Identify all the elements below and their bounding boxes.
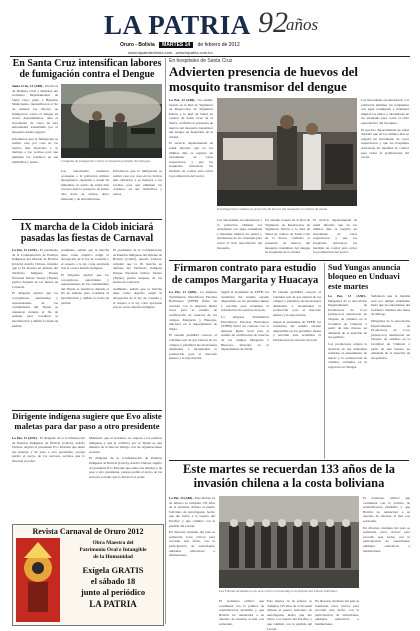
santa-cruz-body-right-2: [113, 169, 162, 217]
dengue-col-2a: [217, 218, 262, 258]
ix-marcha-col-1: [12, 248, 58, 408]
ad-cta-2: el sábado 18: [90, 576, 136, 586]
dengue-col-2c: [313, 218, 357, 258]
invasion-paragraph-3: El Gobierno ratificó que continuará con la política de reivindicación marítima y que Bolivia no renunciará a su derecho de retornar al mar con soberanía.: [363, 496, 410, 523]
ad-line-2: Patrimonio Oral e Intangible: [79, 547, 147, 553]
invasion-col-2c: [315, 599, 359, 624]
firmaron-paragraph-1: La empresa Yacimientos Petrolíferos Fiscales Bolivianos (YPFB) firmó un contrato con la empresa Ryder Scott para el estudio de certificación de reservas de los campos Margarita y Huacaya, ubicados en el departamento de Tarija.: [169, 290, 217, 331]
invasion-col-3: [363, 496, 410, 624]
dengue-paragraph-1b: Un estudio basado en la Red de Vigilancia de Reservorios de Vigilancia Patrón y la Red de Salud en centros de Santa Cruz de la Sierra, confirmó la presencia de huevos del mosquito transmisor del dengue en hospitales de la ciudad.: [265, 218, 310, 255]
ix-marcha-paragraph-1: El presidente de la Confederación de Pueblos Indígenas del Oriente de Bolivia (Cidob), Adolfo Chávez, informó que la IX marcha en defensa del Territorio Indígena Parque Nacional Isiboro Sécure (Tipnis) partirá después de las fiestas de Carnaval.: [12, 248, 58, 289]
dengue-col-3: [361, 98, 409, 254]
military-parade-photo-icon: [219, 496, 359, 588]
masthead-title: LA PATRIA: [104, 10, 251, 40]
firmaron-paragraph-3: Según el presidente de YPFB, los resultados del estudio estarán disponibles en los próximos meses y servirán para actualizar la información de reservas del país.: [221, 290, 269, 313]
invasion-paragraph-3b: El Gobierno ratificó que continuará con la política de reivindicación marítima y que Bolivia no renunciará a su derecho de retornar al mar con soberanía.: [219, 599, 264, 626]
firmaron-paragraph-3b: Según el presidente de YPFB, los resultados del estudio estarán disponibles en los próximos meses y servirán para actualizar la información de reservas del país.: [273, 319, 321, 342]
dirigente-col-1: [12, 436, 85, 520]
firmaron-col-1: [169, 290, 217, 458]
ix-marcha-paragraph-3b: Asimismo, señaló que la marcha tiene como objetivo exigir la abrogación de la ley de consulta y el respeto a la ley corta aprobada tras la octava marcha indígena.: [113, 286, 162, 310]
santa-cruz-dateline: Santa Cruz, 13 (ABI).-: [12, 84, 44, 88]
santa-cruz-headline: En Santa Cruz intensifican labores de fumigación contra el Dengue: [12, 58, 162, 80]
santa-cruz-paragraph-3b: Informaron que la fumigación se realiza casa por casa en los barrios más afectados y se instruye a los vecinos para que eliminen los criaderos en sus domicilios y patios.: [113, 169, 162, 196]
sud-yungas-paragraph-3: Señalaron que la medida será por tiempo indefinido hasta que las autoridades del Gobierno instalen una mesa de diálogo.: [371, 294, 410, 317]
dengue-section-label: En hospitales de Santa Cruz: [169, 58, 233, 64]
santa-cruz-photo: [61, 84, 162, 158]
anniversary-badge: [258, 6, 319, 42]
magazine-cover-icon: [16, 538, 60, 622]
ad-cta-4: LA PATRIA: [89, 599, 137, 609]
ix-marcha-col-3: [113, 248, 162, 408]
dirigente-paragraph-2: Manifestó que el Gobierno no respeta a los pueblos indígenas y que el conflicto por el Tipnis es una muestra de la falta de diálogo con las organizaciones sociales.: [89, 436, 162, 454]
dengue-col-2b: [265, 218, 310, 258]
dateline-city: Oruro - Bolivia: [120, 42, 155, 48]
dengue-paragraph-2: El servicio departamental de salud informó que en los últimos días se registró un incremento de casos sospechosos y que los hospitales reforzaron las medidas de control para evitar la proliferación del vector.: [169, 141, 213, 178]
ix-marcha-paragraph-2b: El dirigente explicó que los corregidores, autoridades y representantes de las comunidades del Tipnis se reunieron durante el fin de semana para coordinar la movilización y definir la fecha de partida.: [61, 272, 109, 305]
fumigation-photo-icon: [61, 84, 162, 158]
firmaron-headline: Firmaron contrato para estudio de campos Margarita y Huacaya: [171, 263, 319, 286]
invasion-paragraph-1: Este martes 14 de febrero se cumplen 133 años de la invasión chilena al puerto boliviano de Antofagasta, hecho que dio inicio a la Guerra del Pacífico y que culminó con la pérdida del Litoral.: [169, 496, 215, 528]
sud-yungas-dateline: La Paz, 13 (ANF).-: [328, 294, 367, 298]
carnaval-magazine-ad[interactable]: [12, 524, 164, 626]
invasion-paragraph-2b: En diversas ciudades del país se realizarán actos cívicos para recordar esta fecha, con la participación de autoridades, unidades educativas e instituciones.: [363, 525, 410, 553]
anniversary-text: años: [286, 15, 319, 34]
sud-yungas-paragraph-1: Dirigentes de la Asociación Departamental de Productores de Coca (Adepcoca) anunciaron un bloqueo de caminos en la localidad de Unduavi a partir de este martes, en demanda de la atención de sus pedidos.: [328, 298, 367, 340]
invasion-paragraph-2c: En diversas ciudades del país se realizarán actos cívicos para recordar esta fecha, con la participación de autoridades, unidades educativas e instituciones.: [315, 599, 359, 626]
ix-marcha-headline: IX marcha de la Cidob iniciará pasadas las fiestas de Carnaval: [20, 222, 154, 244]
sud-yungas-divider: [324, 263, 325, 459]
dengue-paragraph-1: Un estudio basado en la Red de Vigilancia de Reservorios de Vigilancia Patrón y la Red de Salud en centros de Santa Cruz de la Sierra, confirmó la presencia de huevos del mosquito transmisor del dengue en hospitales de la ciudad.: [169, 98, 213, 139]
sud-yungas-paragraph-1b: Dirigentes de la Asociación Departamental de Productores de Coca (Adepcoca) anunciaron un bloqueo de caminos en la localidad de Unduavi a partir de este martes, en demanda de la atención de sus pedidos.: [371, 318, 410, 360]
sud-yungas-paragraph-2: Los productores exigen la atención de sus demandas referidas al saneamiento de tierras y la construcción de caminos vecinales en la región de los Yungas.: [328, 341, 367, 369]
invasion-paragraph-1b: Este martes 14 de febrero se cumplen 133 años de la invasión chilena al puerto boliviano de Antofagasta, hecho que dio inicio a la Guerra del Pacífico y que culminó con la pérdida del Litoral.: [267, 599, 312, 631]
dirigente-dateline: La Paz, 13 (ANF).-: [12, 436, 39, 440]
firmaron-paragraph-2: El estudio permitirá conocer el volumen real de gas natural de los campos y planificar las inversiones destinadas a incrementar la producción para el mercado interno y la exportación.: [169, 333, 217, 361]
ix-marcha-col-2: [61, 248, 109, 408]
ad-line-1: Obra Maestra del: [92, 540, 134, 546]
sud-yungas-headline: Sud Yungas anuncia bloqueo en Unduavi este martes: [328, 263, 401, 291]
dirigente-headline: Dirigente indígena sugiere que Evo aliste maletas para dar paso a otro presidente: [12, 411, 162, 431]
santa-cruz-paragraph-2: Informaron que la fumigación se realiza casa por casa en los barrios más afectados y se instruye a los vecinos para que eliminen los criaderos en sus domicilios y patios.: [12, 136, 58, 164]
santa-cruz-paragraph-3: Las autoridades sanitarias aconsejan a la población utilizar mosquiteros, repelente y acudir de inmediato al centro de salud más cercano ante la presencia de fiebre alta, dolor de cabeza, dolor muscular y de articulaciones.: [61, 169, 109, 201]
hospital-photo-icon: [217, 98, 357, 206]
dirigente-paragraph-1: El dirigente de la Confederación de Pueblos Indígenas de Bolivia (Cidob), Adolfo Chávez, sugirió al presidente Evo Morales que aliste sus maletas y dé paso a otro presidente, porque perdió el apoyo de los sectores sociales que lo llevaron al poder.: [12, 436, 85, 463]
column-divider: [165, 58, 166, 624]
masthead: [0, 0, 420, 56]
sud-yungas-col-1: [328, 294, 367, 458]
dateline-weekday: MARTES 14: [159, 42, 193, 48]
santa-cruz-paragraph-1: Efectivos de Defensa Civil y militares del Gobierno Departamental de Santa Cruz, junto a Brigadas Municipales, intensificaron el fin de semana las labores de fumigación contra el dengue en cuatro departamentos, ante el incremento de casos de esta enfermedad transmitida por el mosquito Aedes aegypti.: [12, 84, 58, 134]
ad-line-3: de la Humanidad: [93, 554, 133, 560]
ad-cta-1: Exígela GRATIS: [82, 565, 144, 575]
invasion-paragraph-2: En diversas ciudades del país se realizarán actos cívicos para recordar esta fecha, con la participación de autoridades, unidades educativas e instituciones.: [169, 530, 215, 558]
ix-marcha-paragraph-1b: El presidente de la Confederación de Pueblos Indígenas del Oriente de Bolivia (Cidob), Adolfo Chávez, informó que la IX marcha en defensa del Territorio Indígena Parque Nacional Isiboro Sécure (Tipnis) partirá después de las fiestas de Carnaval.: [113, 248, 162, 285]
dirigente-col-2: [89, 436, 162, 520]
rule-right-2: [169, 460, 409, 461]
ad-title: Revista Carnaval de Oruro 2012: [32, 527, 144, 536]
dengue-photo: [217, 98, 357, 206]
dengue-paragraph-3: Las autoridades recomendaron a la población eliminar los recipientes con agua acumulada y mantener limpios los patios y alrededores de las viviendas para cortar el ciclo reproductivo del mosquito.: [361, 98, 409, 125]
santa-cruz-body-right: [61, 169, 109, 217]
ix-marcha-dateline: La Paz, 13 (ANF).-: [12, 248, 39, 252]
dengue-dateline: La Paz, 13 (ABI).-: [169, 98, 196, 102]
invasion-col-2b: [267, 599, 312, 631]
firmaron-col-2: [221, 290, 269, 458]
dengue-headline: Advierten presencia de huevos del mosquito transmisor del dengue: [169, 64, 358, 94]
invasion-col-2a: [219, 599, 264, 624]
firmaron-paragraph-2b: El estudio permitirá conocer el volumen real de gas natural de los campos y planificar las inversiones destinadas a incrementar la producción para el mercado interno y la exportación.: [273, 290, 321, 317]
dengue-paragraph-3b: Las autoridades recomendaron a la población eliminar los recipientes con agua acumulada y mantener limpios los patios y alrededores de las viviendas para cortar el ciclo reproductivo del mosquito.: [217, 218, 262, 250]
rule-right-1: [169, 260, 409, 261]
dateline-bar: [120, 42, 320, 49]
ix-marcha-paragraph-2: El dirigente explicó que los corregidores, autoridades y representantes de las comunidades del Tipnis se reunieron durante el fin de semana para coordinar la movilización y definir la fecha de partida.: [12, 291, 58, 328]
ix-marcha-paragraph-3: Asimismo, señaló que la marcha tiene como objetivo exigir la abrogación de la ley de consulta y el respeto a la ley corta aprobada tras la octava marcha indígena.: [61, 248, 109, 271]
ad-cta-3: junto al periódico: [80, 587, 146, 597]
invasion-caption: Las Fuerzas Armadas en un acto cívico en homenaje a la defensa del Litoral boliviano.: [219, 589, 338, 593]
sud-yungas-col-2: [371, 294, 410, 458]
firmaron-dateline: La Paz, 13 (ABI).-: [169, 290, 198, 294]
invasion-photo: [219, 496, 359, 588]
dateline-date: de febrero de 2012: [197, 42, 240, 48]
rule-left-1: [12, 219, 162, 220]
anniversary-number: 92: [258, 6, 288, 39]
website-line: www.lapatriaenlinea.com - www.lapatria.com.bo: [128, 50, 213, 55]
dirigente-paragraph-1b: El dirigente de la Confederación de Pueblos Indígenas de Bolivia (Cidob), Adolfo Chávez, sugirió al presidente Evo Morales que aliste sus maletas y dé paso a otro presidente, porque perdió el apoyo de los sectores sociales que lo llevaron al poder.: [89, 456, 162, 479]
masthead-rule: [10, 56, 410, 57]
firmaron-paragraph-1b: La empresa Yacimientos Petrolíferos Fiscales Bolivianos (YPFB) firmó un contrato con la empresa Ryder Scott para el estudio de certificación de reservas de los campos Margarita y Huacaya, ubicados en el departamento de Tarija.: [221, 314, 269, 352]
invasion-dateline: La Paz, 13 (ABI).-: [169, 496, 194, 500]
santa-cruz-body: [12, 84, 58, 202]
invasion-headline: Este martes se recuerdan 133 años de la invasión chilena a la costa boliviana: [183, 462, 395, 490]
dengue-paragraph-2b: El servicio departamental de salud informó que en los últimos días se registró un incremento de casos sospechosos y que los hospitales reforzaron las medidas de control para evitar la proliferación del vector.: [361, 127, 409, 160]
firmaron-col-3: [273, 290, 321, 458]
dengue-col-1: [169, 98, 213, 254]
dengue-paragraph-2c: El servicio departamental de salud informó que en los últimos días se registró un incremento de casos sospechosos y que los hospitales reforzaron las medidas de control para evitar la proliferación del vector.: [313, 218, 357, 255]
santa-cruz-caption: Campaña de fumigación contra el mosquito portador del Dengue.: [61, 159, 151, 163]
invasion-col-1: [169, 496, 215, 624]
dengue-caption: Investigaciones señalan la presencia de huevos del mosquito en centros de salud.: [217, 207, 328, 211]
